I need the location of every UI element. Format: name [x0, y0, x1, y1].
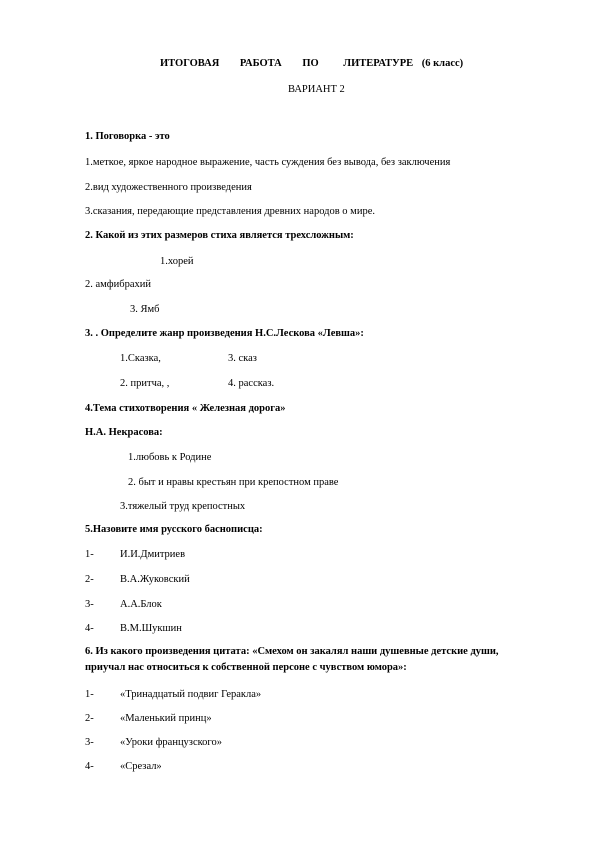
- q5-option-3-num: 3-: [85, 599, 94, 610]
- q5-option-4-text: В.М.Шукшин: [120, 623, 182, 634]
- q6-option-1-num: 1-: [85, 689, 94, 700]
- q6-option-3-num: 3-: [85, 737, 94, 748]
- question-5: 5.Назовите имя русского баснописца:: [85, 524, 263, 535]
- q6-option-1-text: «Тринадцатый подвиг Геракла»: [120, 689, 262, 700]
- title-word: (6 класс): [421, 58, 464, 69]
- page-title: [160, 57, 490, 70]
- title-word: ИТОГОВАЯ: [160, 58, 220, 69]
- q1-option-1: 1.меткое, яркое народное выражение, часть суждения без вывода, без заключения: [85, 157, 451, 168]
- q5-option-2-num: 2-: [85, 574, 94, 585]
- q4-option-2: 2. быт и нравы крестьян при крепостном праве: [128, 477, 339, 488]
- q6-option-2-num: 2-: [85, 713, 94, 724]
- q3-option-2: 2. притча, ,: [120, 378, 170, 389]
- title-word: РАБОТА: [239, 58, 282, 69]
- q6-option-2-text: «Маленький принц»: [120, 713, 212, 724]
- title-word: ПО: [302, 58, 319, 69]
- variant-label: ВАРИАНТ 2: [288, 84, 345, 95]
- q1-option-2: 2.вид художественного произведения: [85, 182, 252, 193]
- q5-option-3-text: А.А.Блок: [120, 599, 162, 610]
- q5-option-2-text: В.А.Жуковский: [120, 574, 190, 585]
- q2-option-1: 1.хорей: [160, 256, 194, 267]
- q4-option-1: 1.любовь к Родине: [128, 452, 212, 463]
- q3-option-3: 3. сказ: [228, 353, 257, 364]
- question-2: 2. Какой из этих размеров стиха является трехсложным:: [85, 230, 354, 241]
- q6-option-4-text: «Срезал»: [120, 761, 162, 772]
- q5-option-4-num: 4-: [85, 623, 94, 634]
- question-4-line-2: Н.А. Некрасова:: [85, 427, 163, 438]
- question-1: 1. Поговорка - это: [85, 131, 170, 142]
- q2-option-3: 3. Ямб: [130, 304, 160, 315]
- q3-option-1: 1.Сказка,: [120, 353, 161, 364]
- q1-option-3: 3.сказания, передающие представления древних народов о мире.: [85, 206, 375, 217]
- q6-option-4-num: 4-: [85, 761, 94, 772]
- question-3: 3. . Определите жанр произведения Н.С.Лескова «Левша»:: [85, 328, 364, 339]
- question-4-line-1: 4.Тема стихотворения « Железная дорога»: [85, 403, 286, 414]
- q2-option-2: 2. амфибрахий: [85, 279, 151, 290]
- q3-option-4: 4. рассказ.: [228, 378, 275, 389]
- q5-option-1-text: И.И.Дмитриев: [120, 549, 186, 560]
- q5-option-1-num: 1-: [85, 549, 94, 560]
- question-6: 6. Из какого произведения цитата: «Смехом он закалял наши душевные детские души, приучал нас относиться к собственной персоне с чувством юмора»:: [85, 646, 499, 673]
- q4-option-3: 3.тяжелый труд крепостных: [120, 501, 246, 512]
- title-word: ЛИТЕРАТУРЕ: [343, 58, 414, 69]
- q6-option-3-text: «Уроки французского»: [120, 737, 222, 748]
